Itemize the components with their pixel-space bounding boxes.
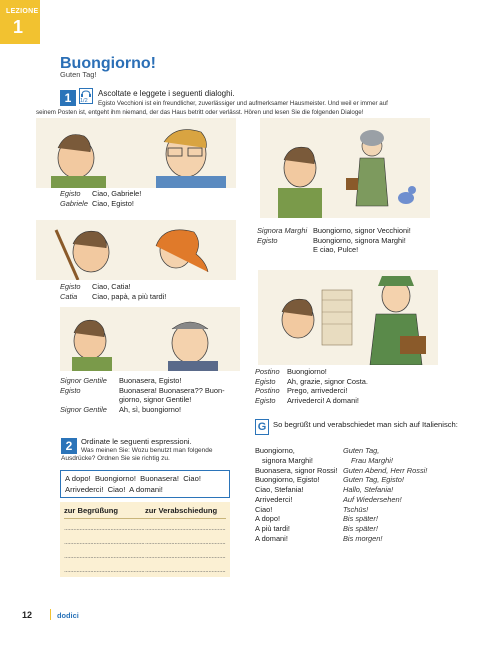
- answer-blank[interactable]: ....................................................: [145, 567, 226, 575]
- german-translation: Auf Wiedersehen!: [343, 494, 402, 504]
- answer-blank[interactable]: ....................................................: [64, 524, 145, 532]
- german-translation: Frau Marghi!: [351, 455, 393, 465]
- phrases-line-2: Arrivederci! Ciao! A domani!: [65, 485, 163, 494]
- line: Buongiorno, signora Marghi!: [313, 235, 406, 245]
- column-greeting: zur Begrüßung: [64, 506, 118, 515]
- german-translation: Tschüs!: [343, 504, 369, 514]
- exercise-1-description: Egisto Vecchioni ist ein freundlicher, zuverlässiger und aufmerksamer Hausmeister. Und weil er immer auf: [98, 100, 388, 107]
- page-title: Buongiorno!: [60, 55, 156, 72]
- speaker: Postino: [255, 367, 280, 376]
- line: E ciao, Pulce!: [313, 245, 359, 255]
- italian-phrase: Ciao!: [255, 504, 273, 514]
- german-translation: Bis später!: [343, 514, 378, 524]
- german-translation: Bis später!: [343, 524, 378, 534]
- german-translation: Guten Tag,: [343, 446, 380, 455]
- speaker: Catia: [60, 291, 78, 301]
- speaker: [60, 395, 119, 405]
- exercise-2-title: Ordinate le seguenti espressioni.: [81, 437, 192, 446]
- german-translation: Guten Abend, Herr Rossi!: [343, 465, 428, 475]
- answer-blank[interactable]: ....................................................: [145, 553, 226, 561]
- answer-blank[interactable]: ....................................................: [64, 538, 145, 546]
- italian-phrase: A dopo!: [255, 514, 281, 524]
- answer-blank[interactable]: ....................................................: [145, 538, 226, 546]
- german-translation: Bis morgen!: [343, 533, 383, 543]
- speaker: Signora Marghi: [257, 226, 308, 235]
- dialogue-5: [255, 367, 368, 406]
- answer-blank[interactable]: ....................................................: [64, 567, 145, 575]
- answer-row: [64, 552, 226, 561]
- german-translation: Hallo, Stefania!: [343, 485, 394, 495]
- illustration-postino: [258, 270, 438, 365]
- grammar-text: So begrüßt und verabschiedet man sich auf Italienisch:: [273, 420, 458, 429]
- speaker: Egisto: [257, 235, 278, 245]
- line: Buongiorno, signor Vecchioni!: [313, 226, 411, 235]
- line: Buongiorno!: [287, 367, 327, 376]
- line: Ciao, Catia!: [92, 282, 131, 291]
- cd-track-number: 1/2: [80, 98, 88, 104]
- dialogue-2: [257, 226, 411, 255]
- sort-table-header: [64, 506, 226, 519]
- german-translation: Guten Tag, Egisto!: [343, 475, 404, 485]
- exercise-1-title: Ascoltate e leggete i seguenti dialoghi.: [98, 89, 235, 98]
- speaker: Egisto: [60, 385, 81, 395]
- lesson-tab: [0, 0, 40, 44]
- answer-row: [64, 538, 226, 547]
- sort-table: [60, 502, 230, 577]
- lesson-number: 1: [13, 17, 24, 37]
- page-number: 12: [22, 610, 33, 620]
- exercise-1-description-2: seinem Posten ist, entgeht ihm niemand, der das Haus betritt oder verlässt. Hören und lesen Sie die folgenden Dialoge!: [36, 109, 364, 116]
- speaker: Gabriele: [60, 198, 88, 208]
- exercise-2-description: Was meinen Sie: Wozu benutzt man folgende Ausdrücke? Ordnen Sie sie richtig zu.: [61, 447, 213, 463]
- phrase-box: [60, 470, 230, 498]
- speaker: Postino: [255, 386, 280, 396]
- line: Buonasera, Egisto!: [119, 376, 182, 385]
- italian-phrase: Buongiorno, Egisto!: [255, 475, 320, 485]
- line: Ciao, Egisto!: [92, 198, 134, 208]
- answer-blank[interactable]: ....................................................: [64, 553, 145, 561]
- exercise-2-number: 2: [61, 438, 77, 454]
- speaker: [257, 245, 313, 255]
- line: Ah, grazie, signor Costa.: [287, 376, 368, 386]
- page-subtitle: Guten Tag!: [60, 70, 97, 79]
- illustration-signor-gentile: [60, 307, 240, 371]
- grammar-icon: G: [255, 419, 269, 435]
- footer-divider: [50, 609, 51, 620]
- line: Buonasera! Buonasera?? Buon-: [119, 385, 225, 395]
- column-farewell: zur Verabschiedung: [145, 506, 218, 515]
- speaker: Egisto: [60, 282, 81, 291]
- speaker: Signor Gentile: [60, 404, 107, 414]
- illustration-egisto-catia: [36, 220, 236, 280]
- line: Ciao, papà, a più tardi!: [92, 291, 167, 301]
- speaker: Egisto: [60, 189, 81, 198]
- dialogue-3: [60, 282, 166, 301]
- italian-phrase: A più tardi!: [255, 524, 290, 534]
- speaker: Egisto: [255, 395, 276, 405]
- lesson-label: LEZIONE: [6, 8, 39, 15]
- answer-row: [64, 524, 226, 533]
- line: Prego, arrivederci!: [287, 386, 348, 396]
- line: Arrivederci! A domani!: [287, 395, 359, 405]
- italian-phrase: signora Marghi!: [262, 455, 313, 465]
- line: Ciao, Gabriele!: [92, 189, 142, 198]
- italian-phrase: A domani!: [255, 533, 288, 543]
- italian-phrase: Ciao, Stefania!: [255, 485, 304, 495]
- dialogue-4: [60, 376, 225, 415]
- answer-blank[interactable]: ....................................................: [145, 524, 226, 532]
- exercise-1-number: 1: [60, 90, 76, 106]
- speaker: Egisto: [255, 376, 276, 386]
- answer-row: [64, 566, 226, 575]
- greeting-table: [255, 446, 465, 544]
- dialogue-1: [60, 189, 141, 208]
- illustration-egisto-gabriele: [36, 118, 236, 188]
- italian-phrase: Buonasera, signor Rossi!: [255, 465, 338, 475]
- phrases-line-1: A dopo! Buongiorno! Buonasera! Ciao!: [65, 474, 201, 483]
- illustration-signora-marghi: [260, 118, 430, 218]
- line: giorno, signor Gentile!: [119, 395, 192, 405]
- italian-phrase: Arrivederci!: [255, 494, 293, 504]
- italian-phrase: Buongiorno,: [255, 446, 295, 455]
- line: Ah, sì, buongiorno!: [119, 404, 182, 414]
- speaker: Signor Gentile: [60, 376, 107, 385]
- page-number-word: dodici: [57, 611, 79, 620]
